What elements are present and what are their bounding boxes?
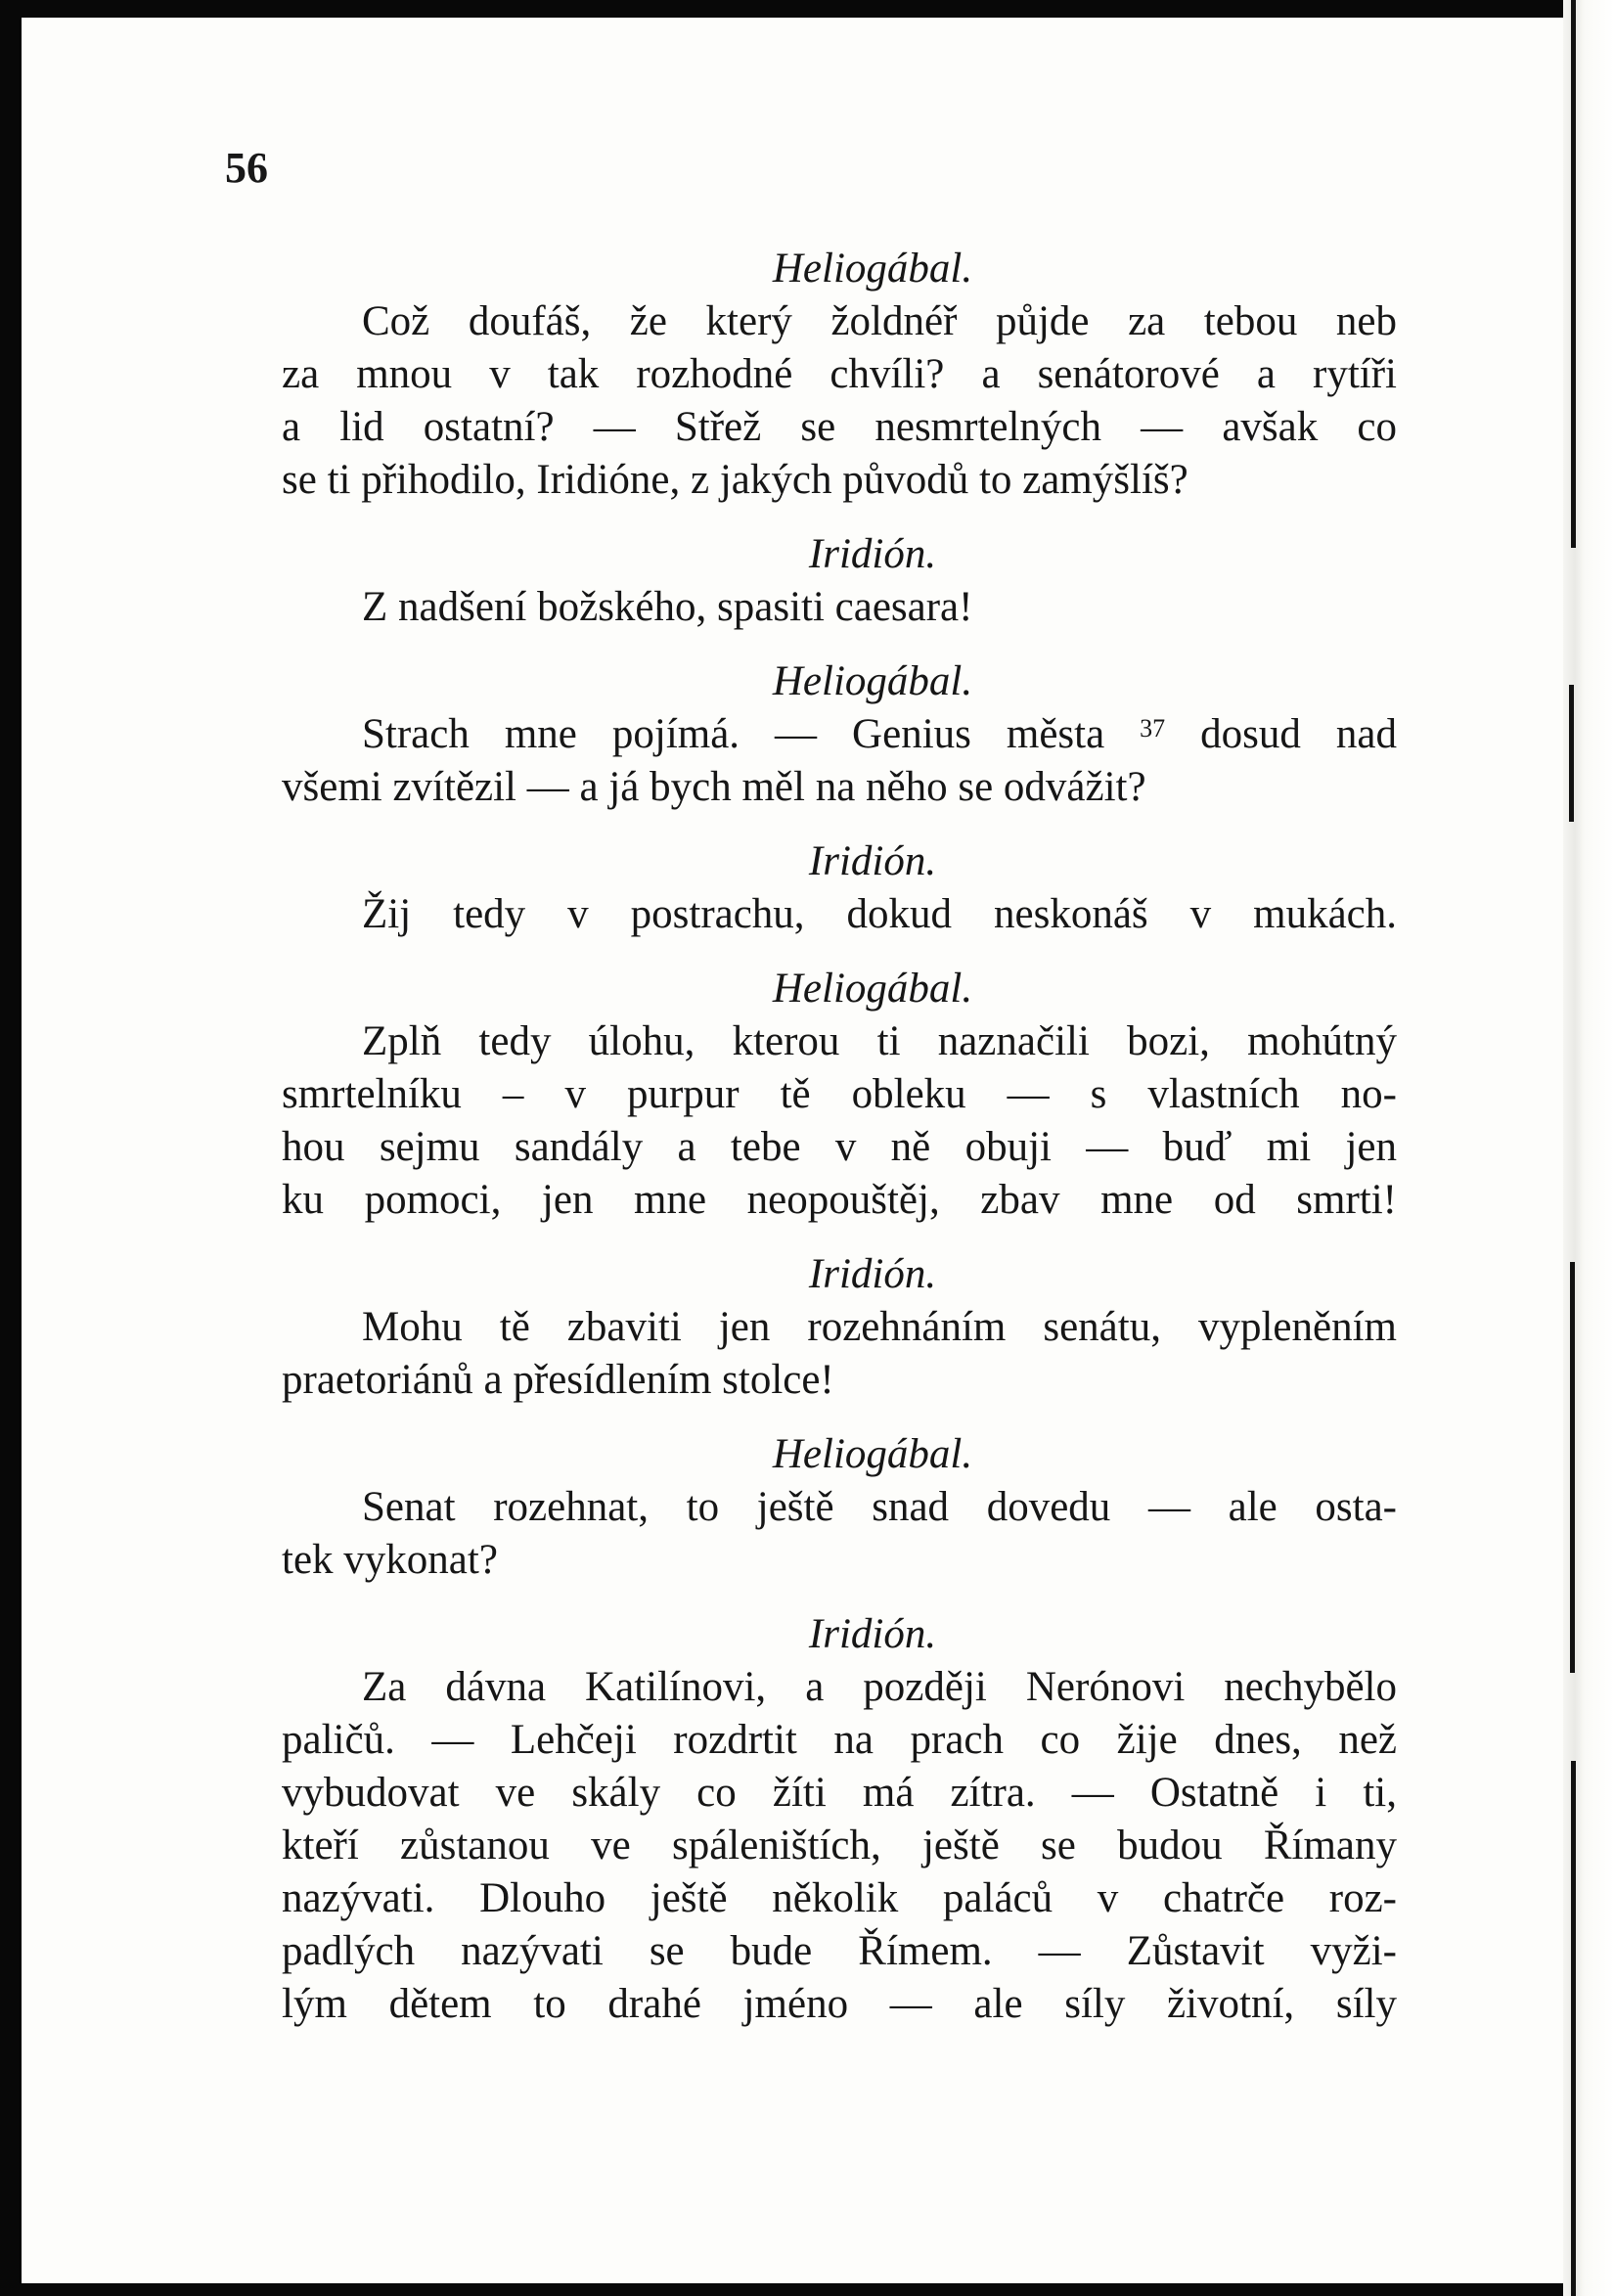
text-line: lým dětem to drahé jméno — ale síly životní, síly xyxy=(282,1981,1397,2027)
dialogue-text xyxy=(202,243,1397,2052)
text-line: Mohu tě zbaviti jen rozehnáním senátu, vypleněním xyxy=(362,1304,1397,1350)
text-line: vybudovat ve skály co žíti má zítra. — Ostatně i ti, xyxy=(282,1770,1397,1816)
speaker-name: Heliogábal. xyxy=(772,1431,973,1477)
binding-shadow-line xyxy=(1570,1262,1575,1673)
text-line: Žij tedy v postrachu, dokud neskonáš v mukách. xyxy=(362,891,1397,937)
text-line: za mnou v tak rozhodné chvíli? a senátorové a rytíři xyxy=(282,351,1397,397)
scan-left-border xyxy=(0,0,20,2296)
speech-paragraph xyxy=(202,708,1397,814)
text-line: Z nadšení božského, spasiti caesara! xyxy=(362,584,973,630)
text-line: ku pomoci, jen mne neopouštěj, zbav mne od smrti! xyxy=(282,1177,1397,1223)
speech-paragraph xyxy=(202,295,1397,507)
text-line: hou sejmu sandály a tebe v ně obuji — buď mi jen xyxy=(282,1124,1397,1170)
text-line: paličů. — Lehčeji rozdrtit na prach co žije dnes, než xyxy=(282,1717,1397,1763)
text-line: Senat rozehnat, to ještě snad dovedu — ale osta- xyxy=(362,1484,1397,1530)
binding-shadow-line xyxy=(1569,685,1574,822)
speaker-name: Heliogábal. xyxy=(772,246,973,292)
speech-paragraph xyxy=(202,888,1397,941)
footnote-marker: 37 xyxy=(1140,714,1166,743)
speech-paragraph xyxy=(202,581,1397,634)
text-segment: Strach mne pojímá. — Genius města xyxy=(362,711,1105,757)
text-line: nazývati. Dlouho ještě několik paláců v chatrče roz- xyxy=(282,1875,1397,1921)
speaker-name: Heliogábal. xyxy=(772,966,973,1012)
text-line: Zplň tedy úlohu, kterou ti naznačili bozi, mohútný xyxy=(362,1018,1397,1064)
text-line: se ti přihodilo, Iridióne, z jakých původů to zamýšlíš? xyxy=(282,457,1188,503)
speaker-name: Iridión. xyxy=(808,838,937,884)
text-line: padlých nazývati se bude Římem. — Zůstavit vyži- xyxy=(282,1928,1397,1974)
text-line: všemi zvítězil — a já bych měl na něho se odvážit? xyxy=(282,764,1146,810)
text-line: a lid ostatní? — Střež se nesmrtelných — avšak co xyxy=(282,404,1397,450)
text-line: Za dávna Katilínovi, a později Nerónovi nechybělo xyxy=(362,1664,1397,1710)
text-line: tek vykonat? xyxy=(282,1537,498,1583)
speaker-name: Iridión. xyxy=(808,1611,937,1657)
text-line: smrtelníku – v purpur tě obleku — s vlastních no- xyxy=(282,1071,1397,1117)
binding-shadow-line xyxy=(1571,1761,1576,2296)
scan-bottom-border xyxy=(0,2283,1614,2296)
page-number: 56 xyxy=(225,144,268,192)
binding-shadow-line xyxy=(1571,0,1576,548)
speaker-name: Heliogábal. xyxy=(772,658,973,704)
speaker-name: Iridión. xyxy=(808,531,937,577)
text-segment: dosud nad xyxy=(1200,711,1397,757)
speech-paragraph xyxy=(202,1661,1397,2031)
speech-paragraph xyxy=(202,1481,1397,1587)
text-line: kteří zůstanou ve spáleništích, ještě se budou Římany xyxy=(282,1823,1397,1868)
text-line: praetoriánů a přesídlením stolce! xyxy=(282,1357,834,1403)
scan-top-border xyxy=(0,0,1614,20)
text-line: Což doufáš, že který žoldnéř půjde za tebou neb xyxy=(362,298,1397,344)
text-line xyxy=(202,708,1397,761)
speaker-name: Iridión. xyxy=(808,1251,937,1297)
speech-paragraph xyxy=(202,1015,1397,1227)
speech-paragraph xyxy=(202,1301,1397,1407)
